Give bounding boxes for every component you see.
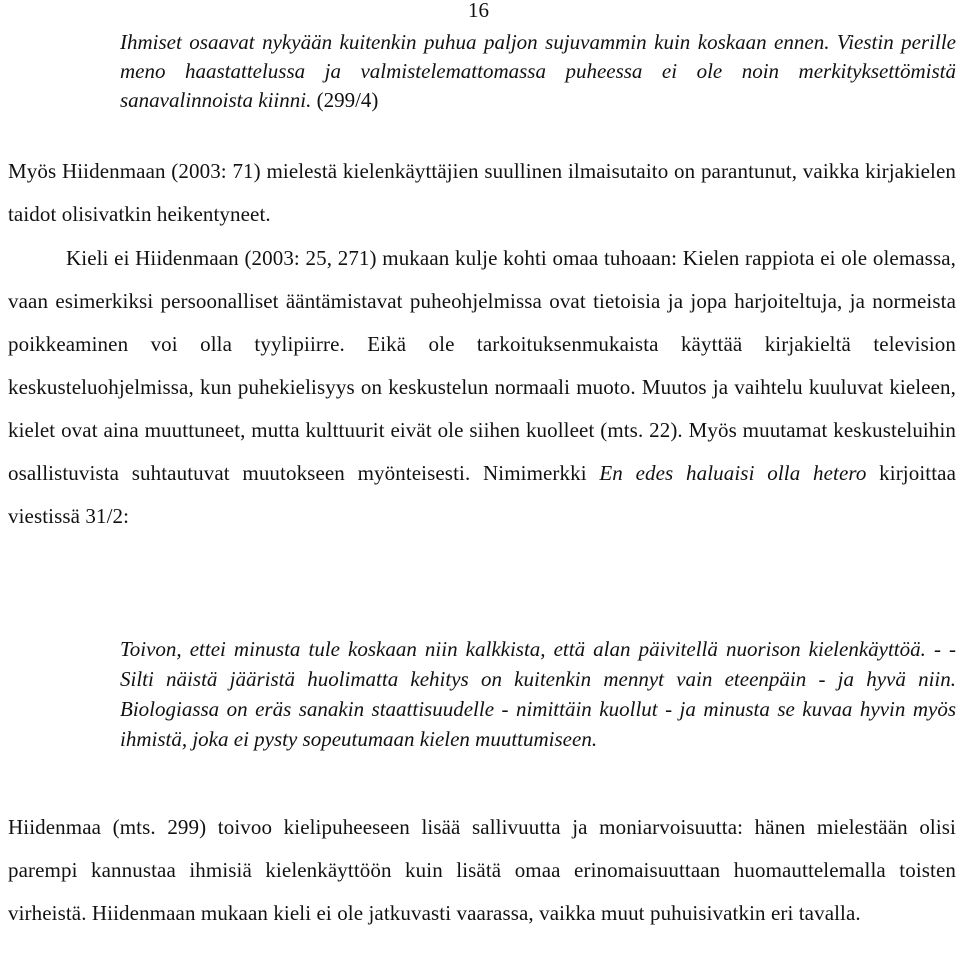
paragraph-3: Hiidenmaa (mts. 299) toivoo kielipuheeseen lisää sallivuutta ja moniarvoisuutta: hänen mielestään olisi parempi kannustaa ihmisiä kielenkäyttöön kuin lisätä omaa erinomaisuuttaan huomauttelemalla toisten virheistä. Hiidenmaan mukaan kieli ei ole jatkuvasti vaarassa, vaikka muut puhuisivatkin eri tavalla. (8, 815, 956, 925)
nickname: En edes haluaisi olla hetero (599, 461, 867, 485)
block-quote-1 (120, 28, 956, 115)
paragraph-2 (8, 237, 956, 538)
quote-1-reference: (299/4) (311, 88, 379, 112)
block-quote-2: Toivon, ettei minusta tule koskaan niin kalkkista, että alan päivitellä nuorison kielenkäyttöä. - - Silti näistä jääristä huolimatta kehitys on kuitenkin mennyt vain eteenpäin - ja hyvä niin. Biologiassa on eräs sanakin staattisuudelle - nimittäin kuollut - ja minusta se kuvaa hyvin myös ihmistä, joka ei pysty sopeutumaan kielen muuttumiseen. (120, 637, 956, 751)
paragraph-1: Myös Hiidenmaan (2003: 71) mielestä kielenkäyttäjien suullinen ilmaisutaito on parantunut, vaikka kirjakielen taidot olisivatkin heikentyneet. (8, 159, 956, 226)
page-number: 16 (468, 0, 489, 22)
paragraph-2-text-after: kirjoittaa viestissä 31/2: (8, 461, 956, 528)
quote-1-text: Ihmiset osaavat nykyään kuitenkin puhua paljon sujuvammin kuin koskaan ennen. Viestin perille meno haastattelussa ja valmistelemattomassa puheessa ei ole noin merkityksettömistä sanavalinnoista kiinni. (120, 30, 956, 112)
paragraph-2-text-before: Kieli ei Hiidenmaan (2003: 25, 271) mukaan kulje kohti omaa tuhoaan: Kielen rappiota ei ole olemassa, vaan esimerkiksi persoonalliset ääntämistavat puheohjelmissa ovat tietoisia ja jopa harjoiteltuja, ja normeista poikkeaminen voi olla tyylipiirre. Eikä ole tarkoituksenmukaista käyttää kirjakieltä television keskusteluohjelmissa, kun puhekielisyys on keskustelun normaali muoto. Muutos ja vaihtelu kuuluvat kieleen, kielet ovat aina muuttuneet, mutta kulttuurit eivät ole siihen kuolleet (mts. 22). Myös muutamat keskusteluihin osallistuvista suhtautuvat muutokseen myönteisesti. Nimimerkki (8, 246, 956, 485)
